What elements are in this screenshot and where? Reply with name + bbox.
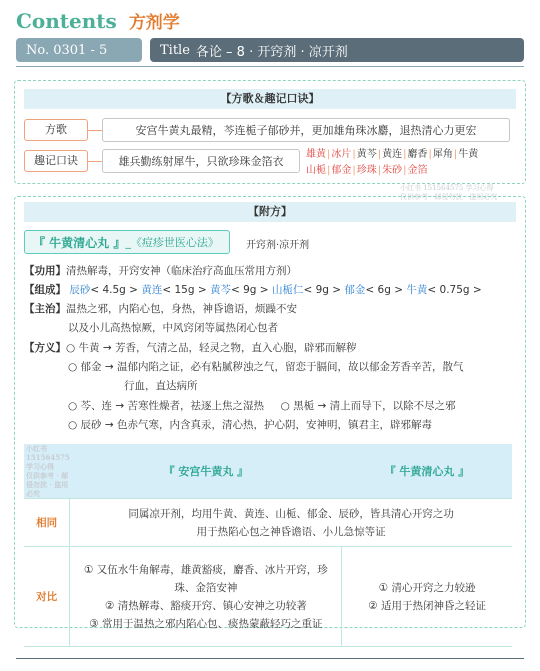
header-title-cn: 方剂学 [128,13,180,33]
func-row [24,262,297,281]
kou-line-1: 雄黄|冰片|黄芩|黄连|麝香|犀角|牛黄 [306,149,479,160]
kou-connector [88,161,102,162]
fy-2b: 行血，直达病所 [124,380,198,392]
main-key: 【主治】 [24,303,66,315]
herb-name: 辰砂 [69,284,91,296]
kou-item: 黄芩 [356,149,377,160]
formula-name-box [24,230,230,254]
diff-a-1b: 珠、金箔安神 [174,581,238,594]
diff-a-1: ① 又伍水牛角解毒，雄黄豁痰，麝香、冰片开窍，珍 [83,563,328,576]
kou-item: 冰片 [331,149,352,160]
main-row-2 [68,319,278,338]
header-divider [16,66,524,67]
diff-a-3: ③ 常用于温热之邪内陷心包、痰热蒙蔽轻巧之重证 [89,617,323,630]
kou-item: 黄连 [382,149,403,160]
herb-name: 黄芩 [209,284,231,296]
diff-b-1: ① 清心开窍之力较逊 [378,581,476,594]
herb-dose: < 6g > [365,284,404,296]
diff-b-2: ② 适用于热闭神昏之轻证 [368,599,487,612]
fy-key: 【方义】 [24,342,66,354]
appendix-heading: 【附方】 [24,202,516,222]
formula-name: 『 牛黄清心丸 』 [33,235,126,250]
kou-breakdown [306,147,526,179]
kou-text: 雄兵勤练射犀牛，只欲珍珠金箔衣 [102,149,300,173]
table-col-2: 『 牛黄清心丸 』 [342,444,512,499]
table-row-same [24,499,512,547]
main-val-1: 温热之邪，内陷心包，身热，神昏谵语，烦躁不安 [66,303,297,315]
diff-label: 对比 [24,547,70,647]
fy-4: ○ 辰砂 → 色赤气寒，内含真汞，清心热，护心阴，安神明，镇君主，辟邪解毒 [68,419,432,431]
number-pill: No. 0301 - 5 [16,38,142,62]
fy-2a: ○ 郁金 → 温郁内陷之证，必有粘腻秽浊之气，留恋于膈间，故以郁金芳香辛苦，散气 [68,361,464,373]
page-header [16,8,180,34]
fy-3a: ○ 芩、连 → 苦寒性燥者，祛逐上焦之湿热 [68,400,264,412]
fy-row-2 [68,358,463,377]
formula-category: 开窍剂·凉开剂 [246,240,310,251]
title-label: Title [160,42,190,58]
title-pill [150,38,524,62]
diff-a-2: ② 清热解毒、豁痰开窍、镇心安神之功较著 [104,599,307,612]
kou-item: 郁金 [331,165,352,176]
kou-item: 金箔 [407,165,428,176]
song-heading: 【方歌＆趣记口诀】 [24,89,516,109]
fy-3b: ○ 黑栀 → 清上而导下，以除不尽之邪 [280,400,456,412]
same-line-2: 用于热陷心包之神昏谵语、小儿急惊等证 [196,525,386,538]
fy-row-3 [68,397,456,416]
herb-dose: < 4.5g > [90,284,138,296]
table-col-1: 『 安宫牛黄丸 』 [70,444,342,499]
footer-divider [16,658,524,659]
table-row-diff [24,547,512,647]
herb-dose: < 0.75g > [427,284,482,296]
kou-item: 犀角 [432,149,453,160]
watermark: 小红书 151564575 学习心得 仅供参考 · 邮侵勿扰 · 盗用必究 [400,184,498,201]
comp-row [24,281,482,300]
same-cell [70,499,512,547]
kou-item: 朱砂 [382,165,403,176]
herb-dose: < 9g > [303,284,342,296]
herb-name: 郁金 [344,284,366,296]
comp-key: 【组成】 [24,284,66,296]
song-connector [88,130,102,131]
table-header-row [24,444,512,499]
same-label: 相同 [24,499,70,547]
fy-1: ○ 牛黄 → 芳香，气清之品，轻灵之物，直入心胞，辟邪而解秽 [66,342,357,354]
formula-source: _《痘疹世医心法》 [125,236,219,249]
main-val-2: 以及小儿高热惊厥，中风窍闭等属热闭心包者 [68,322,278,334]
fy-row-1 [24,339,356,358]
func-val: 清热解毒，开窍安神（临床治疗高血压常用方剂） [66,265,297,277]
func-key: 【功用】 [24,265,66,277]
kou-item: 珍珠 [356,165,377,176]
fy-row-4 [68,416,432,435]
herb-name: 山栀仁 [271,284,304,296]
table-corner: 小红书 151564575 学习心得 仅供参考 · 邮侵勿扰 · 盗用必究 [26,444,70,498]
song-text: 安宫牛黄丸最精，芩连栀子郁砂并，更加雄角珠冰麝，退热清心力更宏 [102,118,510,142]
kou-item: 牛黄 [458,149,479,160]
kou-label: 趣记口诀 [24,150,88,172]
comparison-table [24,444,512,647]
kou-item: 山栀 [306,165,326,176]
herb-name: 黄连 [141,284,163,296]
kou-item: 麝香 [407,149,428,160]
kou-item: 雄黄 [306,149,326,160]
header-title-en: Contents [16,9,117,33]
herb-dose: < 9g > [230,284,269,296]
herb-name: 牛黄 [406,284,428,296]
same-line-1: 同属凉开剂，均用牛黄、黄连、山栀、郁金、辰砂，皆具清心开窍之功 [128,507,454,520]
fy-row-2b [124,377,198,396]
title-text: 各论 – 8 · 开窍剂 · 凉开剂 [195,44,348,60]
main-row [24,300,297,319]
diff-cell-a [70,547,342,647]
kou-line-2: 山栀|郁金|珍珠|朱砂|金箔 [306,165,428,176]
herb-dose: < 15g > [162,284,207,296]
diff-cell-b [342,547,512,647]
song-label: 方歌 [24,119,88,141]
